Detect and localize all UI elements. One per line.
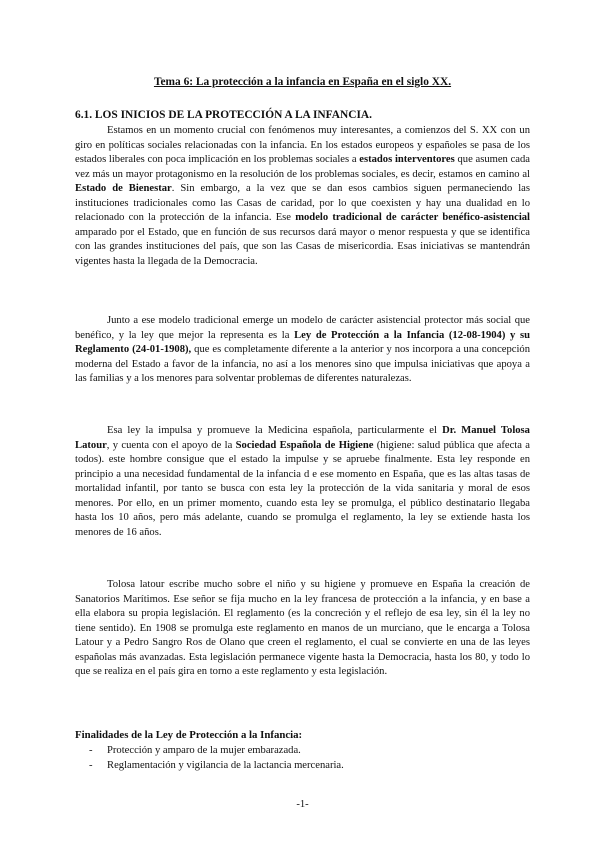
paragraph-text: que es completamente diferente a la anterior y nos incorpora a una concepción moderna del Estado a favor de la infancia, no así a los menores sino que impulsa iniciativas que apoya a las familias y a los menores para solventar problemas de diferentes naturalezas. (75, 344, 531, 385)
document-title: Tema 6: La protección a la infancia en España en el siglo XX. (153, 76, 452, 88)
paragraph-2 (75, 314, 530, 387)
list-dash: - (89, 759, 93, 771)
bold-term: Sociedad Española de Higiene (235, 439, 374, 451)
paragraph-3 (75, 424, 530, 540)
paragraph-text: (higiene: salud pública que afecta a todos). este hombre consigue que el estado la impulse y se apruebe finalmente. Esta ley responde en principio a una necesidad fundamental de la infancia d e ese momento en España, que es las altas tasas de mortalidad infantil, por tanto se busca con esta ley la protección de la vida sanitaria y moral de esos menores. Por ello, en un primer momento, cuando esta ley se promulga, el público destinatario llegaba hasta los 10 años, pero más adelante, cuando se promulga el reglamento, la ley se extiende hasta los menores de 16 años. (75, 439, 530, 538)
paragraph-text: amparado por el Estado, que en función de sus recursos dará mayor o menor respuesta y que se identifica con las grandes instituciones del país, que son las Casas de misericordia. Esas iniciativas se mantendrán vigentes hasta la llegada de la Democracia. (75, 226, 530, 267)
finalidades-heading: Finalidades de la Ley de Protección a la Infancia: (75, 729, 303, 741)
list-item (89, 744, 344, 759)
section-heading: 6.1. LOS INICIOS DE LA PROTECCIÓN A LA INFANCIA. (75, 109, 372, 121)
list-item-text: Protección y amparo de la mujer embarazada. (107, 745, 301, 756)
paragraph-text: Tolosa latour escribe mucho sobre el niño y su higiene y promueve en España la creación de Sanatorios Marítimos. Ese señor se fija mucho en la ley francesa de protección a la infancia, y en base a ella elabora su propia legislación. El reglamento (es la concreción y el reflejo de esa ley, sin él la ley no tiene sentido). En 1908 se promulga este reglamento en manos de un murciano, que le encarga a Tolosa Latour y a Pedro Sangro Ros de Olano que creen el reglamento, el cual se convierte en una de las leyes españolas más avanzadas. Esta legislación permanece vigente hasta la Democracia, hasta los 80, y todo lo que se realiza en el país gira en torno a este reglamento y esta legislación. (75, 579, 530, 678)
list-item-text: Reglamentación y vigilancia de la lactancia mercenaria. (107, 759, 344, 771)
bold-term: Ley de Protección a la Infancia (12-08-1904) y su Reglamento (24-01-1908), (75, 329, 530, 356)
bold-term: estados interventores (359, 154, 455, 166)
list-dash: - (89, 745, 93, 756)
paragraph-text: que asumen cada vez más un mayor protagonismo en la resolución de los problemas sociales, es decir, estamos en camino al (75, 154, 530, 180)
bold-term: Estado de Bienestar (75, 183, 172, 195)
paragraph-text: , y cuenta con el apoyo de la (106, 439, 236, 451)
bold-term: Dr. Manuel Tolosa Latour (75, 425, 530, 451)
paragraph-1 (75, 124, 530, 269)
paragraph-text: Esa ley la impulsa y promueve la Medicina española, particularmente el (107, 425, 443, 436)
bold-term: modelo tradicional de carácter benéfico-asistencial (295, 212, 530, 224)
paragraph-text: Estamos en un momento crucial con fenómenos muy interesantes, a comienzos del S. XX con un giro en políticas sociales relacionadas con la infancia. En los estados europeos y españoles se pasa de los estados liberales con poca implicación en los problemas sociales a (75, 125, 530, 166)
list-item (89, 759, 344, 774)
paragraph-text: . Sin embargo, a la vez que se dan esos cambios siguen permaneciendo las instituciones tradicionales como las Casas de caridad, por lo que coexisten y hay una dualidad en lo relacionado con la protección de la infancia. Ese (75, 183, 531, 224)
paragraph-4 (75, 578, 530, 680)
finalidades-list (89, 744, 344, 773)
page-number: -1- (296, 799, 309, 810)
paragraph-text: Junto a ese modelo tradicional emerge un modelo de carácter asistencial protector más social que benéfico, y la ley que mejor la representa es la (75, 315, 530, 341)
